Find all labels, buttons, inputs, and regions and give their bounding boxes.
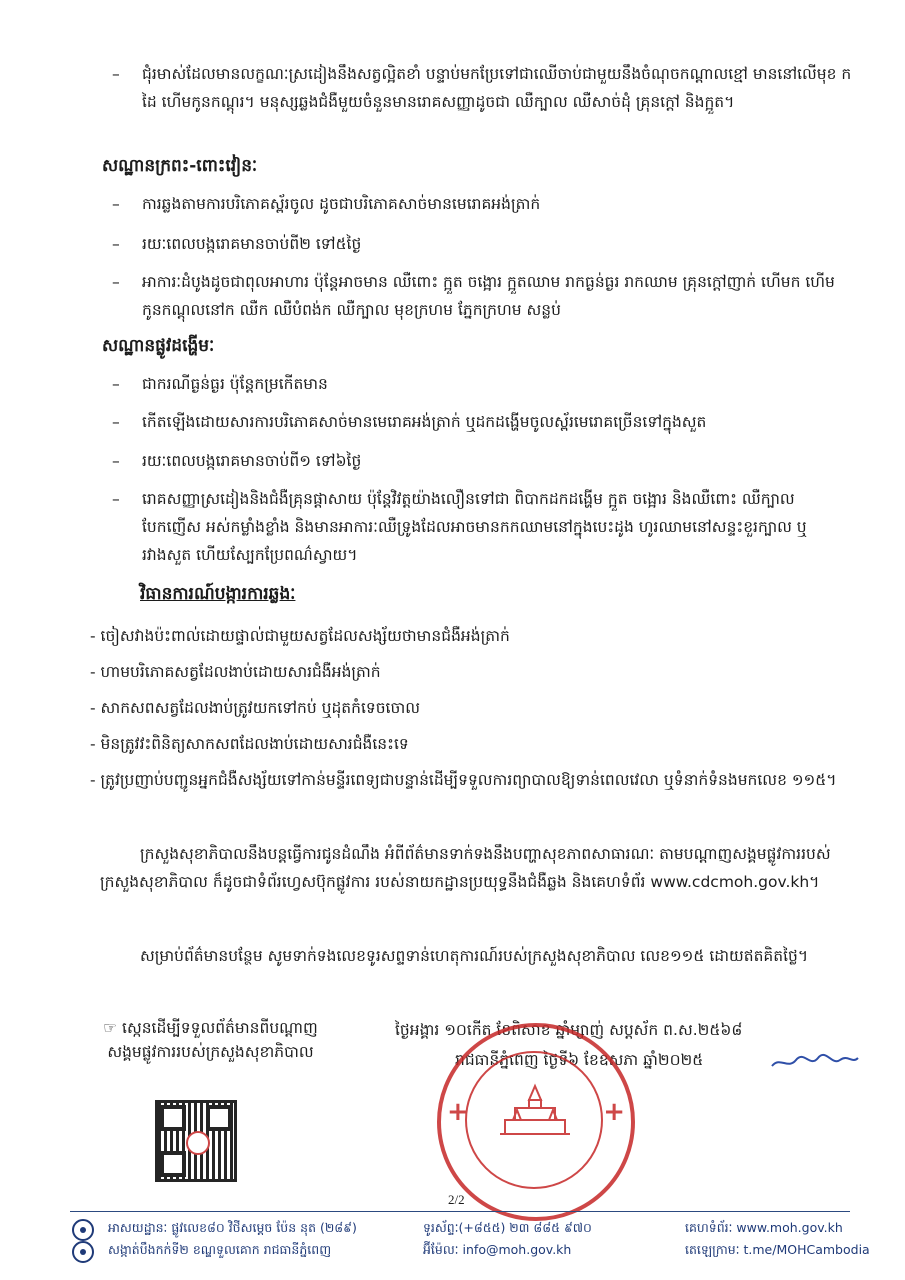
bullet-resp-rare: – ជាករណីធ្ងន់ធ្ងរ ប៉ុន្តែកម្រកើតមាន (112, 375, 328, 393)
bullet-resp-cause: – កើតឡើងដោយសារការបរិភោគសាច់មានមេរោគអង់ត្រាក់ ឬដកដង្ហើមចូលស្ព័រមេរោគច្រើនទៅក្នុងសួត (112, 413, 707, 431)
footer-telegram[interactable]: តេឡេក្រាមៈ t.me/MOHCambodia (685, 1242, 870, 1257)
paragraph-ministry-updates: ក្រសួងសុខាភិបាលនឹងបន្តធ្វើការជូនដំណឹង អំពីព័ត៌មានទាក់ទងនឹងបញ្ហាសុខភាពសាធារណៈ តាមបណ្តាញសង្គមផ្លូវការរបស់ក្រសួងសុខាភិបាល ក៏ដូចជាទំព័រហ្វេសប៊ុកផ្លូវការ របស់នាយកដ្ឋានប្រយុទ្ធនឹងជំងឺឆ្លង និងគេហទំព័រ www.cdcmoh.gov.kh។ (100, 845, 831, 891)
date-lunar: ថ្ងៃអង្គារ ១០កើត ខែពិសាខ ឆ្នាំម្សាញ់ សប្តស័ក ព.ស.២៥៦៨ (395, 1021, 743, 1039)
bullet-resp-incubation: – រយៈពេលបង្ករោគមានចាប់ពី១ ទៅ៦ថ្ងៃ (112, 452, 362, 470)
bullet-symptom-skin: – ជុំរមាស់ដែលមានលក្ខណៈស្រដៀងនឹងសត្វល្អិតខាំ បន្ទាប់មកប្រែទៅជាឈើចាប់ជាមួយនឹងចំណុចកណ្តាលខ្មៅ មាននៅលើមុខ ក ដៃ ហើមកូនកណ្តុរ។ មនុស្សឆ្លងជំងឺមួយចំនួនមានរោគសញ្ញាដូចជា ឈឺក្បាល ឈឺសាច់ដុំ គ្រុនក្តៅ និងក្អួត។ (112, 60, 852, 116)
paragraph-hotline: សម្រាប់ព័ត៌មានបន្ថែម សូមទាក់ទងលេខទូរសព្ទទាន់ហេតុការណ៍របស់ក្រសួងសុខាភិបាល លេខ១១៥ ដោយឥតគិតថ្លៃ។ (140, 947, 809, 965)
dash-mark: – (112, 65, 120, 83)
heading-respiratory: សណ្ឋានផ្លូវដង្ហើមៈ (102, 336, 215, 356)
footer-divider (70, 1211, 850, 1212)
bullet-gi-incubation: – រយៈពេលបង្ករោគមានចាប់ពី២ ទៅ៥ថ្ងៃ (112, 235, 362, 253)
footer-website[interactable]: គេហទំព័រៈ www.moh.gov.kh (685, 1220, 843, 1235)
heading-prevention: វិធានការណ៍បង្ការការឆ្លងៈ (140, 584, 296, 604)
footer-address-line2: សង្កាត់បឹងកក់ទី២ ខណ្ឌទួលគោក រាជធានីភ្នំពេញ (108, 1242, 332, 1257)
qr-code-icon[interactable] (155, 1100, 237, 1182)
ministry-seal-icon (437, 1023, 635, 1221)
prevention-item-bury: - សាកសពសត្វដែលងាប់ត្រូវយកទៅកប់ ឬដុតកំទេចចោល (90, 699, 420, 717)
prevention-item-refer-hospital: - ត្រូវប្រញាប់បញ្ជូនអ្នកជំងឺសង្ស័យទៅកាន់មន្ទីរពេទ្យជាបន្ទាន់ដើម្បីទទួលការព្យាបាលឱ្យទាន់ពេលវេលា ឬទំនាក់ទំនងមកលេខ ១១៥។ (90, 771, 837, 789)
bullet-gi-symptoms: – អាការៈដំបូងដូចជាពុលអាហារ ប៉ុន្តែអាចមាន ឈឺពោះ ក្អួត ចង្អោរ ក្អួតឈាម រាកធ្ងន់ធ្ងរ រាកឈាម គ្រុនក្តៅញាក់ ហើមក ហើមកូនកណ្តុលនៅក ឈឺក ឈឺបំពង់ក ឈឺក្បាល មុខក្រហម ភ្នែកក្រហម សន្លប់ (112, 273, 835, 319)
bullet-gi-transmission: – ការឆ្លងតាមការបរិភោគស្ព័រចូល ដូចជាបរិភោគសាច់មានមេរោគអង់ត្រាក់ (112, 195, 541, 213)
prevention-item-avoid-contact: - ចៀសវាងប៉ះពាល់ដោយផ្ទាល់ជាមួយសត្វដែលសង្ស័យថាមានជំងឺអង់ត្រាក់ (90, 627, 510, 645)
temple-icon (495, 1082, 575, 1137)
heading-gastrointestinal: សណ្ឋានក្រពះ-ពោះវៀនៈ (102, 156, 258, 176)
footer-phone: ទូរស័ព្ទៈ(+៨៥៥) ២៣ ៨៨៥ ៩៧០ (423, 1220, 592, 1235)
prevention-item-no-eating: - ហាមបរិភោគសត្វដែលងាប់ដោយសារជំងឺអង់ត្រាក់ (90, 663, 381, 681)
scan-note: ☞ ស្កេនដើម្បីទទួលព័ត៌មានពីបណ្តាញសង្គមផ្លូវការរបស់ក្រសួងសុខាភិបាល (103, 1019, 318, 1061)
footer-email[interactable]: អ៊ីម៉ែលៈ info@moh.gov.kh (423, 1242, 572, 1257)
ministry-logo-icon (70, 1218, 96, 1264)
footer-address-line1: អាសយដ្ឋានៈ ផ្លូវលេខ៨០ វិថីសម្តេច ប៉ែន នុត (២៨៩) (108, 1220, 357, 1235)
signature-mark-icon (770, 1052, 860, 1072)
seal-cross-left: + (447, 1097, 469, 1127)
date-gregorian: រាជធានីភ្នំពេញ ថ្ងៃទី៦ ខែឧសភា ឆ្នាំ២០២៥ (455, 1051, 704, 1069)
prevention-item-no-autopsy: - មិនត្រូវវះពិនិត្យសាកសពដែលងាប់ដោយសារជំងឺនេះទេ (90, 735, 409, 753)
page-number: 2/2 (448, 1192, 465, 1207)
seal-cross-right: + (603, 1097, 625, 1127)
bullet-resp-symptoms: – រោគសញ្ញាស្រដៀងនិងជំងឺគ្រុនផ្តាសាយ ប៉ុន្តែវិវត្តយ៉ាងលឿនទៅជា ពិបាកដកដង្ហើម ក្អួត ចង្អោរ និងឈឺពោះ ឈឺក្បាល បែកញើស អស់កម្លាំងខ្លាំង និងមានអាការៈឈឺទ្រូងដែលអាចមានកកឈាមនៅក្នុងបេះដូង ហូរឈាមនៅសន្ទះខួរក្បាល ឬរវាងសួត ហើយស្បែកប្រែពណ៌ស្វាយ។ (112, 490, 807, 564)
